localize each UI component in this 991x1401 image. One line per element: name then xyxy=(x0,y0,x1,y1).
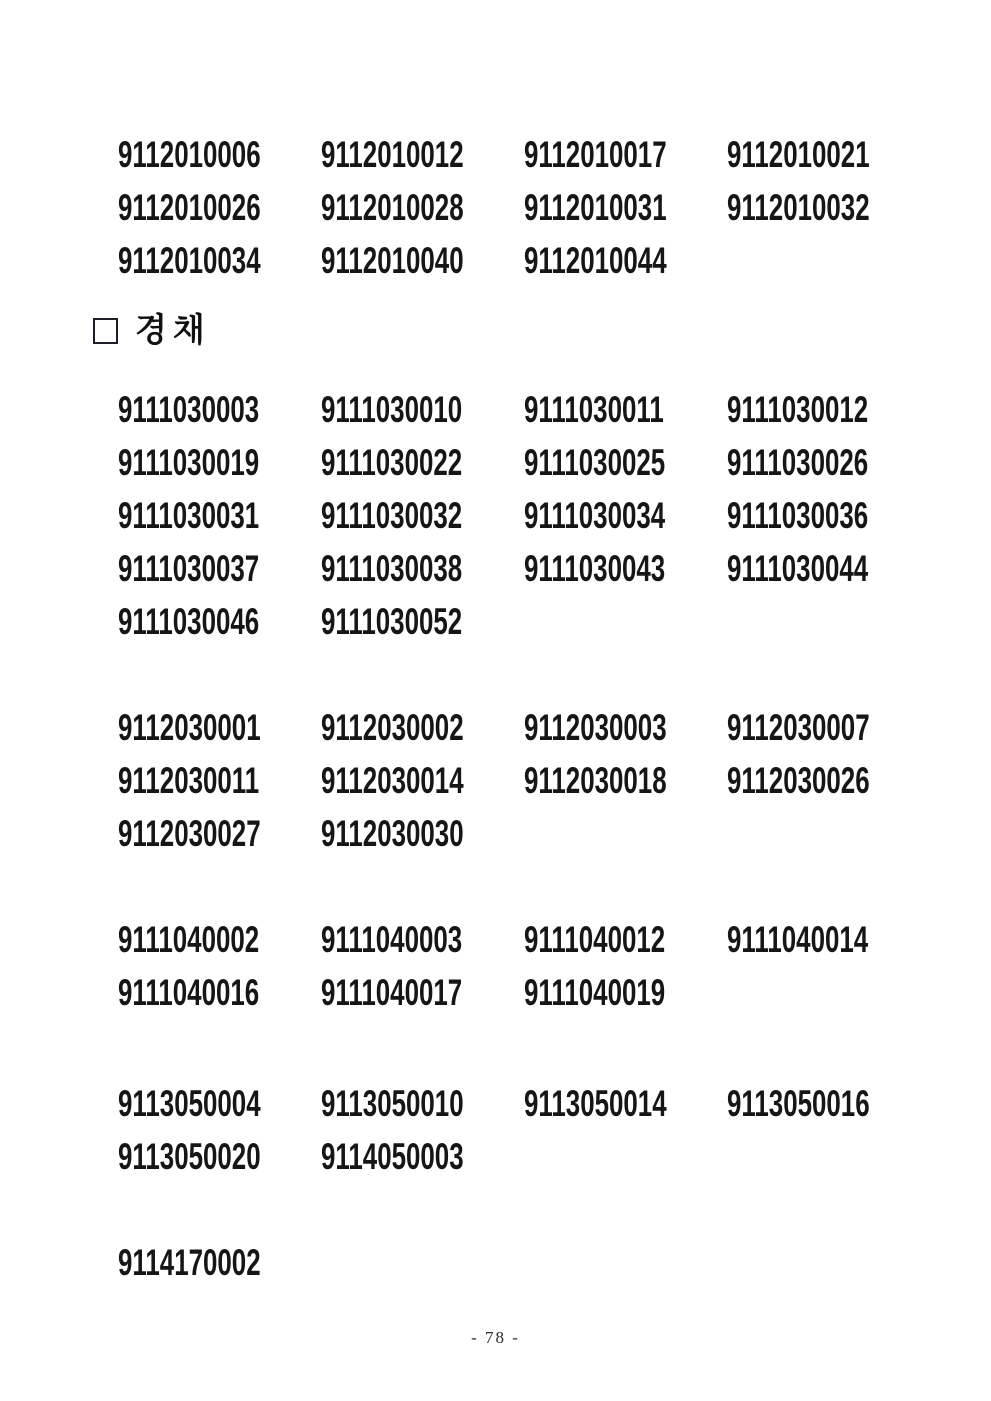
applicant-number: 9112030027 xyxy=(118,813,261,854)
applicant-number: 9111030044 xyxy=(727,548,869,589)
number-row xyxy=(118,181,978,234)
applicant-number: 9113050014 xyxy=(524,1083,667,1124)
number-group-2 xyxy=(118,383,978,648)
number-row xyxy=(118,1130,978,1183)
applicant-number: 9111030011 xyxy=(524,389,664,430)
number-row xyxy=(118,807,978,860)
applicant-number: 9113050004 xyxy=(118,1083,261,1124)
applicant-number: 9111040002 xyxy=(118,919,260,960)
page-number: - 78 - xyxy=(471,1328,520,1347)
number-group-1 xyxy=(118,128,978,287)
applicant-number: 9112030026 xyxy=(727,760,870,801)
applicant-number: 9111040014 xyxy=(727,919,869,960)
applicant-number: 9112010006 xyxy=(118,134,261,175)
section-header xyxy=(93,313,211,349)
applicant-number: 9112010021 xyxy=(727,134,870,175)
number-row xyxy=(118,128,978,181)
applicant-number: 9112030011 xyxy=(118,760,260,801)
applicant-number: 9112010017 xyxy=(524,134,667,175)
applicant-number: 9112030003 xyxy=(524,707,667,748)
applicant-number: 9111030032 xyxy=(321,495,463,536)
number-row xyxy=(118,436,978,489)
number-row xyxy=(118,1236,978,1289)
applicant-number: 9111030012 xyxy=(727,389,869,430)
applicant-number: 9112010031 xyxy=(524,187,667,228)
number-row xyxy=(118,701,978,754)
number-group-4 xyxy=(118,913,978,1019)
applicant-number: 9112030014 xyxy=(321,760,464,801)
number-row xyxy=(118,913,978,966)
number-row xyxy=(118,1077,978,1130)
applicant-number: 9111040019 xyxy=(524,972,666,1013)
applicant-number: 9111030031 xyxy=(118,495,260,536)
applicant-number: 9111040003 xyxy=(321,919,463,960)
section-title: 경채 xyxy=(135,312,211,349)
applicant-number: 9111030052 xyxy=(321,601,463,642)
applicant-number: 9111040017 xyxy=(321,972,463,1013)
number-row xyxy=(118,595,978,648)
applicant-number: 9112010026 xyxy=(118,187,261,228)
applicant-number: 9112030018 xyxy=(524,760,667,801)
applicant-number: 9112010028 xyxy=(321,187,464,228)
applicant-number: 9111030010 xyxy=(321,389,463,430)
applicant-number: 9111030036 xyxy=(727,495,869,536)
applicant-number: 9111030043 xyxy=(524,548,666,589)
applicant-number: 9111030034 xyxy=(524,495,666,536)
number-row xyxy=(118,966,978,1019)
applicant-number: 9111030022 xyxy=(321,442,463,483)
applicant-number: 9113050020 xyxy=(118,1136,261,1177)
applicant-number: 9111040016 xyxy=(118,972,260,1013)
applicant-number: 9112010034 xyxy=(118,240,261,281)
number-group-5 xyxy=(118,1077,978,1183)
applicant-number: 9113050016 xyxy=(727,1083,870,1124)
applicant-number: 9112010040 xyxy=(321,240,464,281)
number-row xyxy=(118,542,978,595)
applicant-number: 9111040012 xyxy=(524,919,666,960)
applicant-number: 9112030001 xyxy=(118,707,261,748)
number-row xyxy=(118,754,978,807)
applicant-number: 9114050003 xyxy=(321,1136,464,1177)
applicant-number: 9111030003 xyxy=(118,389,260,430)
number-group-6 xyxy=(118,1236,978,1289)
applicant-number: 9111030046 xyxy=(118,601,260,642)
square-bullet-icon xyxy=(93,318,118,344)
applicant-number: 9111030026 xyxy=(727,442,869,483)
applicant-number: 9111030037 xyxy=(118,548,260,589)
applicant-number: 9112010044 xyxy=(524,240,667,281)
number-group-3 xyxy=(118,701,978,860)
applicant-number: 9112030002 xyxy=(321,707,464,748)
applicant-number: 9111030038 xyxy=(321,548,463,589)
applicant-number: 9113050010 xyxy=(321,1083,464,1124)
applicant-number: 9112010032 xyxy=(727,187,870,228)
applicant-number: 9112030030 xyxy=(321,813,464,854)
applicant-number: 9112010012 xyxy=(321,134,464,175)
applicant-number: 9111030025 xyxy=(524,442,666,483)
number-row xyxy=(118,383,978,436)
applicant-number: 9114170002 xyxy=(118,1242,261,1283)
applicant-number: 9112030007 xyxy=(727,707,870,748)
number-row xyxy=(118,489,978,542)
number-row xyxy=(118,234,978,287)
applicant-number: 9111030019 xyxy=(118,442,260,483)
